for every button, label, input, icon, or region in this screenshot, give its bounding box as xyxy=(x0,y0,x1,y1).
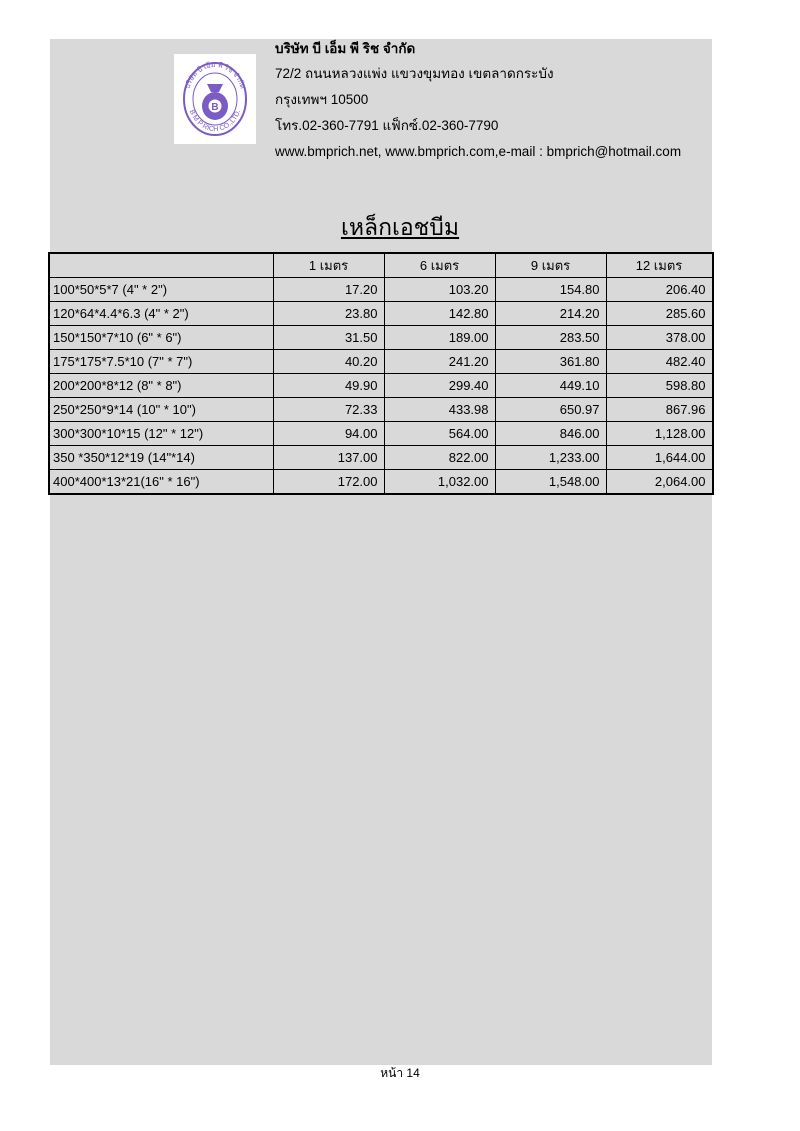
price-cell: 31.50 xyxy=(273,326,384,350)
svg-text:บริษัท บี เอ็ม พี ริช จำกัด: บริษัท บี เอ็ม พี ริช จำกัด xyxy=(184,61,246,90)
company-logo xyxy=(174,54,256,144)
table-row xyxy=(50,302,713,326)
size-cell: 350 *350*12*19 (14"*14) xyxy=(50,446,274,470)
price-cell: 378.00 xyxy=(606,326,712,350)
size-cell: 300*300*10*15 (12" * 12") xyxy=(50,422,274,446)
price-cell: 846.00 xyxy=(495,422,606,446)
size-cell: 120*64*4.4*6.3 (4" * 2") xyxy=(50,302,274,326)
price-cell: 154.80 xyxy=(495,278,606,302)
price-cell: 241.20 xyxy=(384,350,495,374)
price-cell: 72.33 xyxy=(273,398,384,422)
table-row xyxy=(50,446,713,470)
price-cell: 103.20 xyxy=(384,278,495,302)
price-cell: 1,644.00 xyxy=(606,446,712,470)
page-title: เหล็กเอชบีม xyxy=(340,214,460,240)
price-cell: 49.90 xyxy=(273,374,384,398)
svg-text:B M P RICH CO.,LTD.: B M P RICH CO.,LTD. xyxy=(187,108,243,134)
table-row xyxy=(50,470,713,494)
size-cell: 250*250*9*14 (10" * 10") xyxy=(50,398,274,422)
price-cell: 214.20 xyxy=(495,302,606,326)
company-address-line2: กรุงเทพฯ 10500 xyxy=(275,92,369,107)
page-background xyxy=(50,39,712,1065)
size-cell: 150*150*7*10 (6" * 6") xyxy=(50,326,274,350)
price-cell: 283.50 xyxy=(495,326,606,350)
size-cell: 200*200*8*12 (8" * 8") xyxy=(50,374,274,398)
svg-text:B: B xyxy=(211,102,219,113)
price-cell: 867.96 xyxy=(606,398,712,422)
size-cell: 100*50*5*7 (4" * 2") xyxy=(50,278,274,302)
column-header: 1 เมตร xyxy=(273,254,384,278)
price-table-header-row xyxy=(50,254,713,278)
price-cell: 137.00 xyxy=(273,446,384,470)
price-cell: 40.20 xyxy=(273,350,384,374)
price-cell: 2,064.00 xyxy=(606,470,712,494)
price-cell: 598.80 xyxy=(606,374,712,398)
table-row xyxy=(50,326,713,350)
price-cell: 482.40 xyxy=(606,350,712,374)
table-row xyxy=(50,350,713,374)
price-cell: 23.80 xyxy=(273,302,384,326)
company-phone-fax: โทร.02-360-7791 แฟ็กซ์.02-360-7790 xyxy=(275,118,499,133)
price-cell: 1,233.00 xyxy=(495,446,606,470)
company-address-line1: 72/2 ถนนหลวงแพ่ง แขวงขุมทอง เขตลาดกระบัง xyxy=(275,66,554,81)
price-cell: 1,032.00 xyxy=(384,470,495,494)
price-cell: 433.98 xyxy=(384,398,495,422)
price-cell: 1,548.00 xyxy=(495,470,606,494)
table-row xyxy=(50,374,713,398)
price-cell: 142.80 xyxy=(384,302,495,326)
table-row xyxy=(50,422,713,446)
price-cell: 17.20 xyxy=(273,278,384,302)
price-cell: 1,128.00 xyxy=(606,422,712,446)
company-web-email: www.bmprich.net, www.bmprich.com,e-mail : bmprich@hotmail.com xyxy=(275,144,682,159)
price-cell: 650.97 xyxy=(495,398,606,422)
price-cell: 206.40 xyxy=(606,278,712,302)
price-cell: 285.60 xyxy=(606,302,712,326)
column-header: 6 เมตร xyxy=(384,254,495,278)
table-row xyxy=(50,398,713,422)
table-row xyxy=(50,278,713,302)
price-cell: 564.00 xyxy=(384,422,495,446)
page-number: หน้า 14 xyxy=(380,1066,420,1080)
price-cell: 189.00 xyxy=(384,326,495,350)
column-header: 9 เมตร xyxy=(495,254,606,278)
price-cell: 449.10 xyxy=(495,374,606,398)
company-name: บริษัท บี เอ็ม พี ริช จำกัด xyxy=(275,41,416,56)
price-cell: 94.00 xyxy=(273,422,384,446)
header-blank-cell xyxy=(50,254,274,278)
company-seal-icon xyxy=(174,54,256,144)
price-cell: 361.80 xyxy=(495,350,606,374)
column-header: 12 เมตร xyxy=(606,254,712,278)
price-cell: 299.40 xyxy=(384,374,495,398)
size-cell: 175*175*7.5*10 (7" * 7") xyxy=(50,350,274,374)
price-cell: 822.00 xyxy=(384,446,495,470)
price-table xyxy=(49,253,713,494)
size-cell: 400*400*13*21(16" * 16") xyxy=(50,470,274,494)
price-cell: 172.00 xyxy=(273,470,384,494)
